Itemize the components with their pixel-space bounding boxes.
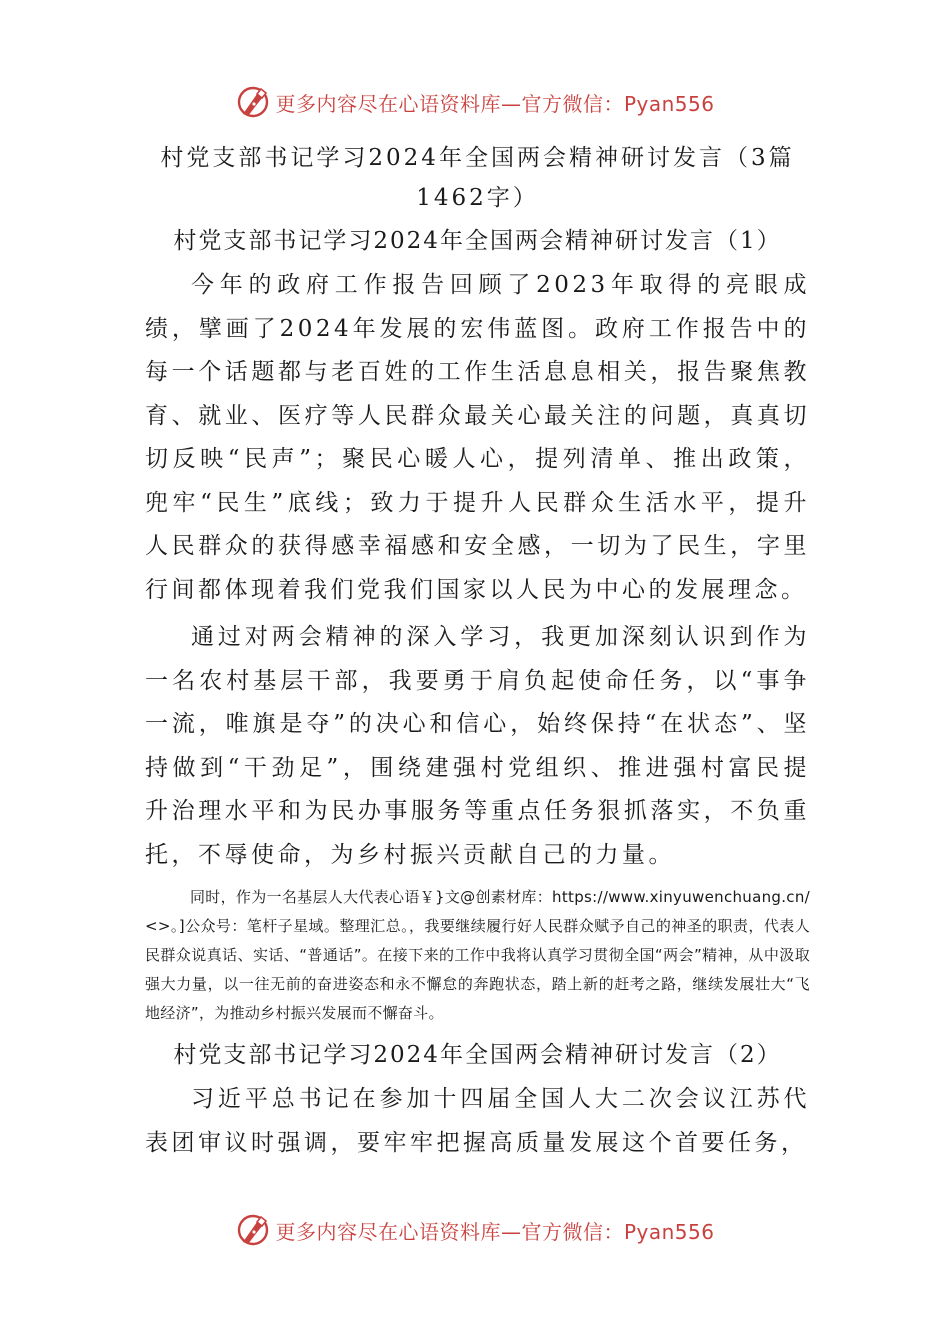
section1-title: 村党支部书记学习2024年全国两会精神研讨发言（1） <box>173 228 782 254</box>
main-title-line1: 村党支部书记学习2024年全国两会精神研讨发言（3篇 <box>160 145 795 171</box>
section1-paragraph-1: 今年的政府工作报告回顾了2023年取得的亮眼成绩，擘画了2024年发展的宏伟蓝图。政府工作报告中的每一个话题都与老百姓的工作生活息息相关，报告聚焦教育、就业、医疗等人民群众最关心最关注的问题，真真切切反映“民声”；聚民心暖人心，提列清单、推出政策，兜牢“民生”底线；致力于提升人民群众生活水平，提升人民群众的获得感幸福感和安全感，一切为了民生，字里行间都体现着我们党我们国家以人民为中心的发展理念。 <box>145 272 810 603</box>
header-watermark-banner <box>0 82 950 122</box>
footer-watermark-banner <box>0 1210 950 1250</box>
pen-nib-logo-icon <box>235 84 271 120</box>
section2-paragraph-1: 习近平总书记在参加十四届全国人大二次会议江苏代表团审议时强调，要牢牢把握高质量发展这个首要任务， <box>145 1086 810 1156</box>
section1-paragraph-2: 通过对两会精神的深入学习，我更加深刻认识到作为一名农村基层干部，我要勇于肩负起使命任务，以“事争一流，唯旗是夺”的决心和信心，始终保持“在状态”、坚持做到“干劲足”，围绕建强村党组织、推进强村富民提升治理水平和为民办事服务等重点任务狠抓落实，不负重托，不辱使命，为乡村振兴贡献自己的力量。 <box>145 624 810 868</box>
section2-title: 村党支部书记学习2024年全国两会精神研讨发言（2） <box>173 1042 782 1068</box>
document-body <box>145 138 810 1165</box>
banner-text: 更多内容尽在心语资料库—官方微信：Pyan556 <box>275 91 715 116</box>
pen-nib-logo-icon <box>235 1212 271 1248</box>
main-title-line2: 1462字） <box>416 185 539 211</box>
banner-text: 更多内容尽在心语资料库—官方微信：Pyan556 <box>275 1219 715 1244</box>
section1-small-paragraph: 同时，作为一名基层人大代表心语￥}文@创素材库：https://www.xinyuwenchuang.cn/<>。]公众号：笔杆子星域。整理汇总。，我要继续履行好人民群众赋予自己的神圣的职责，代表人民群众说真话、实话、“普通话”。在接下来的工作中我将认真学习贯彻全国“两会”精神，从中汲取强大力量，以一往无前的奋进姿态和永不懈怠的奔跑状态，踏上新的赶考之路，继续发展壮大“飞地经济”，为推动乡村振兴发展而不懈奋斗。 <box>145 888 810 1022</box>
